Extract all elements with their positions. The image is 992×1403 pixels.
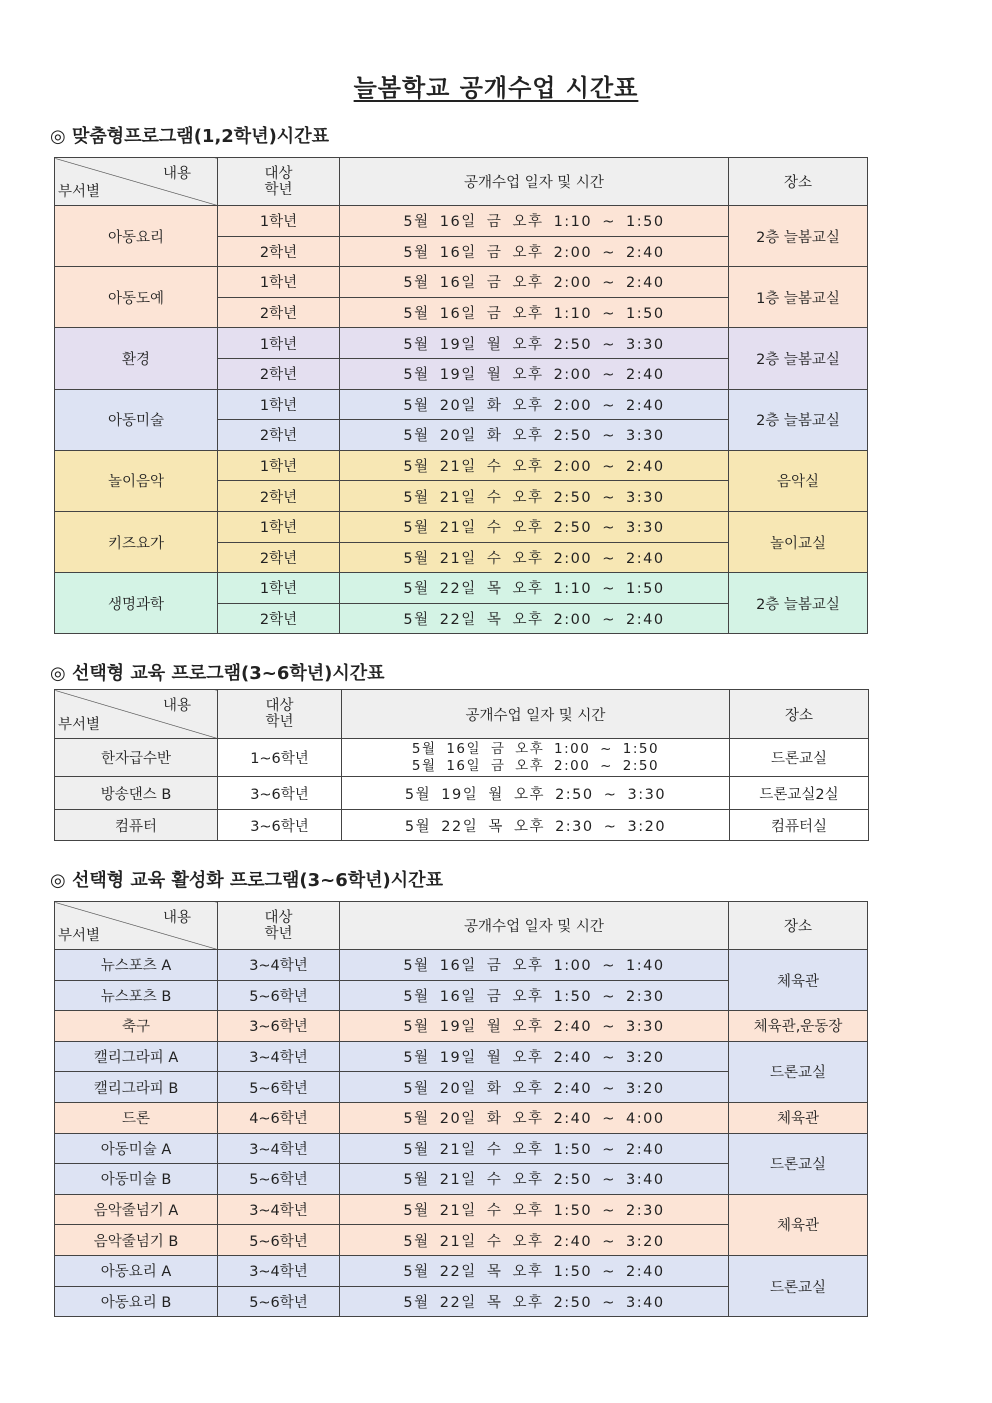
program-name: 뉴스포츠 A <box>55 950 218 981</box>
time-cell: 5월 20일 화 오후 2:50 ~ 3:30 <box>340 420 729 451</box>
program-name: 캘리그라피 B <box>55 1072 218 1103</box>
grade-cell: 5~6학년 <box>218 1072 340 1103</box>
header-datetime: 공개수업 일자 및 시간 <box>340 902 729 950</box>
program-name: 아동요리 A <box>55 1255 218 1286</box>
time-cell: 5월 21일 수 오후 2:50 ~ 3:40 <box>340 1164 729 1195</box>
program-name: 음악줄넘기 A <box>55 1194 218 1225</box>
program-name: 축구 <box>55 1011 218 1042</box>
grade-cell: 4~6학년 <box>218 1102 340 1133</box>
table-row <box>55 810 869 841</box>
program-name: 컴퓨터 <box>55 810 218 841</box>
header-place: 장소 <box>729 902 868 950</box>
program-name: 생명과학 <box>55 573 218 634</box>
time-cell: 5월 21일 수 오후 2:50 ~ 3:30 <box>340 511 729 542</box>
table-row <box>55 511 868 542</box>
section1-table <box>54 157 868 634</box>
place-cell: 드론교실 <box>729 1041 868 1102</box>
program-name: 아동미술 B <box>55 1164 218 1195</box>
time-cell: 5월 16일 금 오후 2:00 ~ 2:40 <box>340 267 729 298</box>
grade-cell: 1~6학년 <box>218 739 342 777</box>
place-cell: 2층 늘봄교실 <box>729 389 868 450</box>
program-name: 놀이음악 <box>55 450 218 511</box>
time-cell: 5월 16일 금 오후 1:10 ~ 1:50 <box>340 297 729 328</box>
place-cell: 드론교실 <box>730 739 869 777</box>
time-cell: 5월 19일 월 오후 2:00 ~ 2:40 <box>340 358 729 389</box>
table-row <box>55 328 868 359</box>
time-cell: 5월 21일 수 오후 1:50 ~ 2:30 <box>340 1194 729 1225</box>
place-cell: 1층 늘봄교실 <box>729 267 868 328</box>
program-name: 뉴스포츠 B <box>55 980 218 1011</box>
grade-cell: 5~6학년 <box>218 980 340 1011</box>
time-cell: 5월 21일 수 오후 2:40 ~ 3:20 <box>340 1225 729 1256</box>
section3-title: ◎ 선택형 교육 활성화 프로그램(3~6학년)시간표 <box>50 870 443 891</box>
time-cell: 5월 16일 금 오후 2:00 ~ 2:40 <box>340 236 729 267</box>
table-header <box>55 902 868 950</box>
header-dept: 부서별 <box>58 184 101 200</box>
grade-cell: 3~6학년 <box>218 777 342 810</box>
section1-title: ◎ 맞춤형프로그램(1,2학년)시간표 <box>50 126 329 147</box>
section2-table <box>54 689 869 841</box>
table-header <box>55 158 868 206</box>
time-cell: 5월 19일 월 오후 2:40 ~ 3:20 <box>340 1041 729 1072</box>
place-cell: 드론교실 <box>729 1255 868 1316</box>
time-cell: 5월 16일 금 오후 1:00 ~ 1:40 <box>340 950 729 981</box>
time-cell: 5월 21일 수 오후 2:50 ~ 3:30 <box>340 481 729 512</box>
table-row <box>55 777 869 810</box>
place-cell: 체육관 <box>729 1194 868 1255</box>
place-cell: 드론교실 <box>729 1133 868 1194</box>
table-row <box>55 1041 868 1072</box>
grade-cell: 2학년 <box>218 236 340 267</box>
grade-cell: 3~4학년 <box>218 950 340 981</box>
header-target: 대상 학년 <box>218 902 340 950</box>
time-cell: 5월 20일 화 오후 2:40 ~ 4:00 <box>340 1102 729 1133</box>
grade-cell: 1학년 <box>218 389 340 420</box>
time-cell: 5월 21일 수 오후 2:00 ~ 2:40 <box>340 542 729 573</box>
table-row <box>55 267 868 298</box>
grade-cell: 5~6학년 <box>218 1225 340 1256</box>
table-row <box>55 1194 868 1225</box>
grade-cell: 2학년 <box>218 420 340 451</box>
place-cell: 2층 늘봄교실 <box>729 573 868 634</box>
table-row <box>55 1255 868 1286</box>
program-name: 아동도예 <box>55 267 218 328</box>
header-target: 대상 학년 <box>218 690 342 739</box>
table-row <box>55 950 868 981</box>
header-datetime: 공개수업 일자 및 시간 <box>342 690 730 739</box>
program-name: 아동요리 <box>55 206 218 267</box>
time-cell: 5월 22일 목 오후 2:00 ~ 2:40 <box>340 603 729 634</box>
header-place: 장소 <box>730 690 869 739</box>
time-cell: 5월 16일 금 오후 1:10 ~ 1:50 <box>340 206 729 237</box>
grade-cell: 2학년 <box>218 481 340 512</box>
time-cell: 5월 21일 수 오후 1:50 ~ 2:40 <box>340 1133 729 1164</box>
grade-cell: 3~6학년 <box>218 810 342 841</box>
table-row <box>55 739 869 777</box>
time-cell: 5월 20일 화 오후 2:00 ~ 2:40 <box>340 389 729 420</box>
grade-cell: 3~4학년 <box>218 1133 340 1164</box>
grade-cell: 1학년 <box>218 328 340 359</box>
header-content: 내용 <box>162 910 191 926</box>
header-target: 대상 학년 <box>218 158 340 206</box>
grade-cell: 5~6학년 <box>218 1164 340 1195</box>
header-dept: 부서별 <box>58 928 101 944</box>
time-cell: 5월 19일 월 오후 2:40 ~ 3:30 <box>340 1011 729 1042</box>
program-name: 환경 <box>55 328 218 389</box>
time-cell: 5월 19일 월 오후 2:50 ~ 3:30 <box>340 328 729 359</box>
place-cell: 음악실 <box>729 450 868 511</box>
table-row <box>55 1102 868 1133</box>
table-row <box>55 450 868 481</box>
header-diagonal-cell <box>55 158 218 206</box>
program-name: 아동요리 B <box>55 1286 218 1317</box>
program-name: 한자급수반 <box>55 739 218 777</box>
place-cell: 놀이교실 <box>729 511 868 572</box>
header-dept: 부서별 <box>58 717 101 733</box>
grade-cell: 2학년 <box>218 297 340 328</box>
grade-cell: 1학년 <box>218 511 340 542</box>
grade-cell: 3~4학년 <box>218 1194 340 1225</box>
time-cell: 5월 21일 수 오후 2:00 ~ 2:40 <box>340 450 729 481</box>
grade-cell: 1학년 <box>218 573 340 604</box>
program-name: 캘리그라피 A <box>55 1041 218 1072</box>
place-cell: 체육관,운동장 <box>729 1011 868 1042</box>
grade-cell: 3~6학년 <box>218 1011 340 1042</box>
table-header <box>55 690 869 739</box>
time-cell: 5월 22일 목 오후 2:50 ~ 3:40 <box>340 1286 729 1317</box>
grade-cell: 5~6학년 <box>218 1286 340 1317</box>
place-cell: 체육관 <box>729 950 868 1011</box>
section2-title: ◎ 선택형 교육 프로그램(3~6학년)시간표 <box>50 663 385 684</box>
place-cell: 컴퓨터실 <box>730 810 869 841</box>
place-cell: 체육관 <box>729 1102 868 1133</box>
time-cell: 5월 22일 목 오후 1:10 ~ 1:50 <box>340 573 729 604</box>
grade-cell: 3~4학년 <box>218 1255 340 1286</box>
time-cell: 5월 22일 목 오후 1:50 ~ 2:40 <box>340 1255 729 1286</box>
program-name: 아동미술 <box>55 389 218 450</box>
grade-cell: 1학년 <box>218 267 340 298</box>
header-datetime: 공개수업 일자 및 시간 <box>340 158 729 206</box>
place-cell: 드론교실2실 <box>730 777 869 810</box>
time-line: 5월 16일 금 오후 2:00 ~ 2:50 <box>411 757 660 774</box>
grade-cell: 1학년 <box>218 206 340 237</box>
header-diagonal-cell <box>55 902 218 950</box>
table-row <box>55 1133 868 1164</box>
grade-cell: 2학년 <box>218 358 340 389</box>
header-content: 내용 <box>162 166 191 182</box>
table-row <box>55 1011 868 1042</box>
page-title: 늘봄학교 공개수업 시간표 <box>353 74 639 102</box>
time-cell: 5월 16일 금 오후 1:50 ~ 2:30 <box>340 980 729 1011</box>
time-cell: 5월 20일 화 오후 2:40 ~ 3:20 <box>340 1072 729 1103</box>
program-name: 방송댄스 B <box>55 777 218 810</box>
program-name: 음악줄넘기 B <box>55 1225 218 1256</box>
place-cell: 2층 늘봄교실 <box>729 328 868 389</box>
header-content: 내용 <box>162 698 191 714</box>
table-row <box>55 206 868 237</box>
program-name: 드론 <box>55 1102 218 1133</box>
header-place: 장소 <box>729 158 868 206</box>
program-name: 아동미술 A <box>55 1133 218 1164</box>
time-cell: 5월 22일 목 오후 2:30 ~ 3:20 <box>342 810 730 841</box>
program-name: 키즈요가 <box>55 511 218 572</box>
time-cell: 5월 19일 월 오후 2:50 ~ 3:30 <box>342 777 730 810</box>
grade-cell: 3~4학년 <box>218 1041 340 1072</box>
grade-cell: 1학년 <box>218 450 340 481</box>
table-row <box>55 573 868 604</box>
section3-table <box>54 901 868 1317</box>
place-cell: 2층 늘봄교실 <box>729 206 868 267</box>
grade-cell: 2학년 <box>218 603 340 634</box>
header-diagonal-cell <box>55 690 218 739</box>
table-row <box>55 389 868 420</box>
grade-cell: 2학년 <box>218 542 340 573</box>
time-cell <box>342 739 730 777</box>
time-line: 5월 16일 금 오후 1:00 ~ 1:50 <box>411 740 660 757</box>
